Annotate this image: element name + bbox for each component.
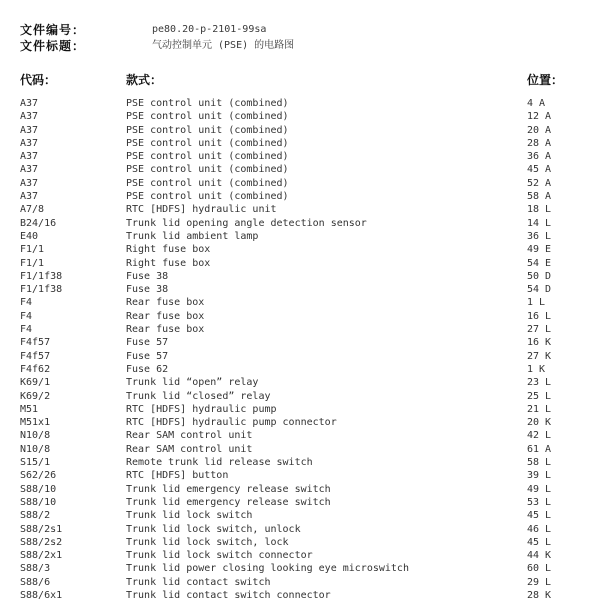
component-code: F1/1f38 xyxy=(20,284,63,296)
component-code: A37 xyxy=(20,191,39,203)
table-row xyxy=(0,270,600,283)
table-row xyxy=(0,536,600,549)
component-description: Fuse 57 xyxy=(126,337,169,349)
component-code: S62/26 xyxy=(20,470,57,482)
component-description: Trunk lid lock switch xyxy=(126,510,253,522)
table-row xyxy=(0,403,600,416)
component-position: 42 L xyxy=(527,430,552,442)
component-position: 16 L xyxy=(527,310,552,322)
doc-number-label: 文件编号： xyxy=(20,23,86,37)
component-position: 45 L xyxy=(527,536,552,548)
component-position: 29 L xyxy=(527,576,552,588)
component-position: 45 A xyxy=(527,164,552,176)
component-position: 1 L xyxy=(527,297,546,309)
component-code: S88/6 xyxy=(20,576,51,588)
component-code: N10/8 xyxy=(20,430,51,442)
table-row xyxy=(0,376,600,389)
table-row xyxy=(0,589,600,602)
component-description: Rear SAM control unit xyxy=(126,443,253,455)
table-row xyxy=(0,310,600,323)
component-position: 1 K xyxy=(527,363,546,375)
table-row xyxy=(0,456,600,469)
component-code: F4f57 xyxy=(20,337,51,349)
component-code: S88/3 xyxy=(20,563,51,575)
component-table xyxy=(0,97,600,602)
component-position: 27 K xyxy=(527,350,552,362)
doc-number-value: pe80.20-p-2101-99sa xyxy=(152,24,267,35)
component-description: RTC [HDFS] hydraulic unit xyxy=(126,204,277,216)
table-row xyxy=(0,230,600,243)
component-description: Trunk lid “closed” relay xyxy=(126,390,271,402)
component-description: PSE control unit (combined) xyxy=(126,137,289,149)
component-code: A37 xyxy=(20,111,39,123)
component-description: RTC [HDFS] hydraulic pump connector xyxy=(126,417,337,429)
component-position: 49 E xyxy=(527,244,552,256)
component-position: 49 L xyxy=(527,483,552,495)
component-position: 36 L xyxy=(527,230,552,242)
component-position: 52 A xyxy=(527,177,552,189)
table-row xyxy=(0,390,600,403)
component-description: Trunk lid emergency release switch xyxy=(126,483,331,495)
table-row xyxy=(0,416,600,429)
component-description: PSE control unit (combined) xyxy=(126,164,289,176)
component-description: Trunk lid ambient lamp xyxy=(126,230,259,242)
component-position: 36 A xyxy=(527,151,552,163)
table-row xyxy=(0,576,600,589)
component-description: PSE control unit (combined) xyxy=(126,98,289,109)
component-description: Trunk lid opening angle detection sensor xyxy=(126,217,367,229)
table-row xyxy=(0,124,600,137)
column-header-model: 款式： xyxy=(126,73,163,87)
table-row xyxy=(0,509,600,522)
component-code: S88/2s2 xyxy=(20,536,63,548)
component-description: Trunk lid lock switch, unlock xyxy=(126,523,301,535)
component-code: A37 xyxy=(20,98,39,109)
table-row xyxy=(0,296,600,309)
table-row xyxy=(0,549,600,562)
component-description: Rear fuse box xyxy=(126,324,205,336)
table-row xyxy=(0,469,600,482)
table-row xyxy=(0,283,600,296)
component-description: Trunk lid “open” relay xyxy=(126,377,259,389)
component-code: S88/2s1 xyxy=(20,523,63,535)
component-code: A7/8 xyxy=(20,204,45,216)
component-description: PSE control unit (combined) xyxy=(126,177,289,189)
component-description: RTC [HDFS] button xyxy=(126,470,229,482)
component-position: 27 L xyxy=(527,324,552,336)
component-code: S88/2 xyxy=(20,510,51,522)
component-description: PSE control unit (combined) xyxy=(126,191,289,203)
component-description: Right fuse box xyxy=(126,244,211,256)
component-position: 4 A xyxy=(527,98,546,109)
component-code: F4 xyxy=(20,297,33,309)
component-position: 54 E xyxy=(527,257,552,269)
component-code: A37 xyxy=(20,137,39,149)
component-description: PSE control unit (combined) xyxy=(126,124,289,136)
component-description: Fuse 62 xyxy=(126,363,169,375)
component-code: F4 xyxy=(20,324,33,336)
component-description: Fuse 38 xyxy=(126,270,169,282)
component-code: E40 xyxy=(20,230,39,242)
component-position: 50 D xyxy=(527,270,552,282)
component-position: 16 K xyxy=(527,337,552,349)
component-code: A37 xyxy=(20,177,39,189)
component-position: 54 D xyxy=(527,284,552,296)
table-row xyxy=(0,203,600,216)
table-row xyxy=(0,257,600,270)
component-description: PSE control unit (combined) xyxy=(126,111,289,123)
component-code: F1/1 xyxy=(20,257,45,269)
component-code: S15/1 xyxy=(20,457,51,469)
doc-title-value: 气动控制单元 (PSE) 的电路图 xyxy=(152,40,295,51)
component-position: 12 A xyxy=(527,111,552,123)
component-code: M51x1 xyxy=(20,417,51,429)
component-description: Fuse 38 xyxy=(126,284,169,296)
component-position: 58 L xyxy=(527,457,552,469)
component-position: 53 L xyxy=(527,496,552,508)
table-row xyxy=(0,217,600,230)
table-row xyxy=(0,496,600,509)
component-position: 20 A xyxy=(527,124,552,136)
component-position: 61 A xyxy=(527,443,552,455)
component-code: F1/1f38 xyxy=(20,270,63,282)
component-position: 46 L xyxy=(527,523,552,535)
component-description: Rear fuse box xyxy=(126,297,205,309)
component-code: A37 xyxy=(20,151,39,163)
component-description: Trunk lid contact switch xyxy=(126,576,271,588)
component-position: 25 L xyxy=(527,390,552,402)
table-row xyxy=(0,243,600,256)
component-code: K69/1 xyxy=(20,377,51,389)
component-description: Rear SAM control unit xyxy=(126,430,253,442)
doc-title-label: 文件标题： xyxy=(20,39,86,53)
component-code: M51 xyxy=(20,403,39,415)
component-code: F4 xyxy=(20,310,33,322)
component-position: 21 L xyxy=(527,403,552,415)
component-position: 18 L xyxy=(527,204,552,216)
component-description: Fuse 57 xyxy=(126,350,169,362)
component-position: 28 A xyxy=(527,137,552,149)
table-row xyxy=(0,523,600,536)
component-position: 14 L xyxy=(527,217,552,229)
component-code: N10/8 xyxy=(20,443,51,455)
component-description: Trunk lid lock switch, lock xyxy=(126,536,289,548)
component-code: K69/2 xyxy=(20,390,51,402)
component-code: S88/6x1 xyxy=(20,589,63,601)
component-position: 20 K xyxy=(527,417,552,429)
component-position: 45 L xyxy=(527,510,552,522)
component-description: Trunk lid power closing looking eye microswitch xyxy=(126,563,409,575)
table-row xyxy=(0,350,600,363)
component-code: F4f57 xyxy=(20,350,51,362)
component-code: A37 xyxy=(20,124,39,136)
component-code: A37 xyxy=(20,164,39,176)
component-code: B24/16 xyxy=(20,217,57,229)
column-header-position: 位置： xyxy=(527,73,564,87)
table-row xyxy=(0,150,600,163)
component-position: 44 K xyxy=(527,550,552,562)
component-description: Trunk lid contact switch connector xyxy=(126,589,331,601)
component-description: Rear fuse box xyxy=(126,310,205,322)
component-code: S88/10 xyxy=(20,496,57,508)
table-row xyxy=(0,336,600,349)
component-description: Trunk lid emergency release switch xyxy=(126,496,331,508)
table-row xyxy=(0,190,600,203)
component-position: 39 L xyxy=(527,470,552,482)
table-row xyxy=(0,429,600,442)
component-description: RTC [HDFS] hydraulic pump xyxy=(126,403,277,415)
table-row xyxy=(0,137,600,150)
table-row xyxy=(0,177,600,190)
component-code: S88/2x1 xyxy=(20,550,63,562)
table-row xyxy=(0,163,600,176)
table-row xyxy=(0,443,600,456)
table-row xyxy=(0,97,600,110)
component-position: 60 L xyxy=(527,563,552,575)
component-position: 58 A xyxy=(527,191,552,203)
table-row xyxy=(0,483,600,496)
component-code: F4f62 xyxy=(20,363,51,375)
component-description: Trunk lid lock switch connector xyxy=(126,550,313,562)
component-position: 28 K xyxy=(527,589,552,601)
component-code: S88/10 xyxy=(20,483,57,495)
column-header-code: 代码： xyxy=(20,73,57,87)
component-description: PSE control unit (combined) xyxy=(126,151,289,163)
component-description: Remote trunk lid release switch xyxy=(126,457,313,469)
table-row xyxy=(0,323,600,336)
table-row xyxy=(0,110,600,123)
component-position: 23 L xyxy=(527,377,552,389)
table-row xyxy=(0,562,600,575)
component-code: F1/1 xyxy=(20,244,45,256)
component-description: Right fuse box xyxy=(126,257,211,269)
table-row xyxy=(0,363,600,376)
